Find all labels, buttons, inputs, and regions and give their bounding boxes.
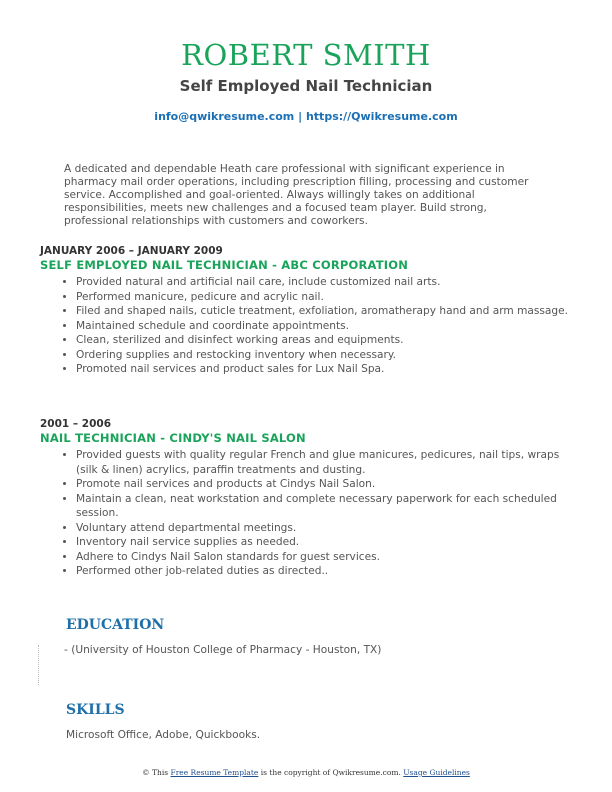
job-date: 2001 – 2006 bbox=[40, 418, 112, 430]
footer-middle: is the copyright of Qwikresume.com. bbox=[258, 768, 404, 777]
experience-entry bbox=[40, 245, 570, 377]
list-item: • Promote nail services and products at Cindys Nail Salon. bbox=[76, 477, 570, 492]
list-item: • Voluntary attend departmental meetings. bbox=[76, 521, 570, 536]
footer bbox=[0, 768, 612, 777]
job-heading: NAIL TECHNICIAN - CINDY'S NAIL SALON bbox=[40, 431, 306, 445]
list-item: • Clean, sterilized and disinfect working areas and equipments. bbox=[76, 333, 570, 348]
job-date: JANUARY 2006 – JANUARY 2009 bbox=[40, 245, 223, 257]
separator: | bbox=[294, 110, 306, 123]
skills-text: Microsoft Office, Adobe, Quickbooks. bbox=[66, 729, 261, 741]
list-item: • Ordering supplies and restocking inventory when necessary. bbox=[76, 348, 570, 363]
summary: A dedicated and dependable Heath care professional with significant experience in pharmacy mail order operations, including prescription filling, processing and customer service. Accomplished and goal-oriented. Always willingly takes on additional responsibilities, meets new challenges and a focused team player. Build strong, professional relationships with customers and coworkers. bbox=[64, 163, 529, 227]
job-heading: SELF EMPLOYED NAIL TECHNICIAN - ABC CORPORATION bbox=[40, 258, 409, 272]
list-item: • Filed and shaped nails, cuticle treatment, exfoliation, aromatherapy hand and arm massage. bbox=[76, 304, 570, 319]
job-title: Self Employed Nail Technician bbox=[179, 77, 433, 95]
candidate-name: ROBERT SMITH bbox=[181, 38, 431, 72]
free-template-link[interactable]: Free Resume Template bbox=[170, 768, 259, 777]
skills-heading: SKILLS bbox=[66, 702, 125, 718]
list-item: • Maintain a clean, neat workstation and complete necessary paperwork for each scheduled session. bbox=[76, 492, 570, 521]
email-link[interactable]: info@qwikresume.com bbox=[154, 110, 295, 123]
list-item: • Inventory nail service supplies as needed. bbox=[76, 535, 570, 550]
list-item: • Adhere to Cindys Nail Salon standards for guest services. bbox=[76, 550, 570, 565]
list-item: • Provided natural and artificial nail care, include customized nail arts. bbox=[76, 275, 570, 290]
education-heading: EDUCATION bbox=[66, 617, 165, 633]
list-item: • Promoted nail services and product sales for Lux Nail Spa. bbox=[76, 362, 570, 377]
education-entry: - (University of Houston College of Pharmacy - Houston, TX) bbox=[64, 644, 382, 656]
usage-guidelines-link[interactable]: Usage Guidelines bbox=[403, 768, 470, 777]
list-item: • Performed other job-related duties as directed.. bbox=[76, 564, 570, 579]
list-item: • Performed manicure, pedicure and acrylic nail. bbox=[76, 290, 570, 305]
list-item: • Maintained schedule and coordinate appointments. bbox=[76, 319, 570, 334]
experience-entry bbox=[40, 418, 570, 579]
footer-prefix: © This bbox=[142, 768, 171, 777]
website-link[interactable]: https://Qwikresume.com bbox=[305, 110, 458, 123]
job-bullets bbox=[40, 448, 570, 579]
list-item: • Provided guests with quality regular French and glue manicures, pedicures, nail tips, wraps (silk & linen) acrylics, paraffin treatments and dusting. bbox=[76, 448, 570, 477]
job-bullets bbox=[40, 275, 570, 377]
contact-line bbox=[0, 110, 612, 123]
dotted-divider bbox=[38, 645, 39, 685]
